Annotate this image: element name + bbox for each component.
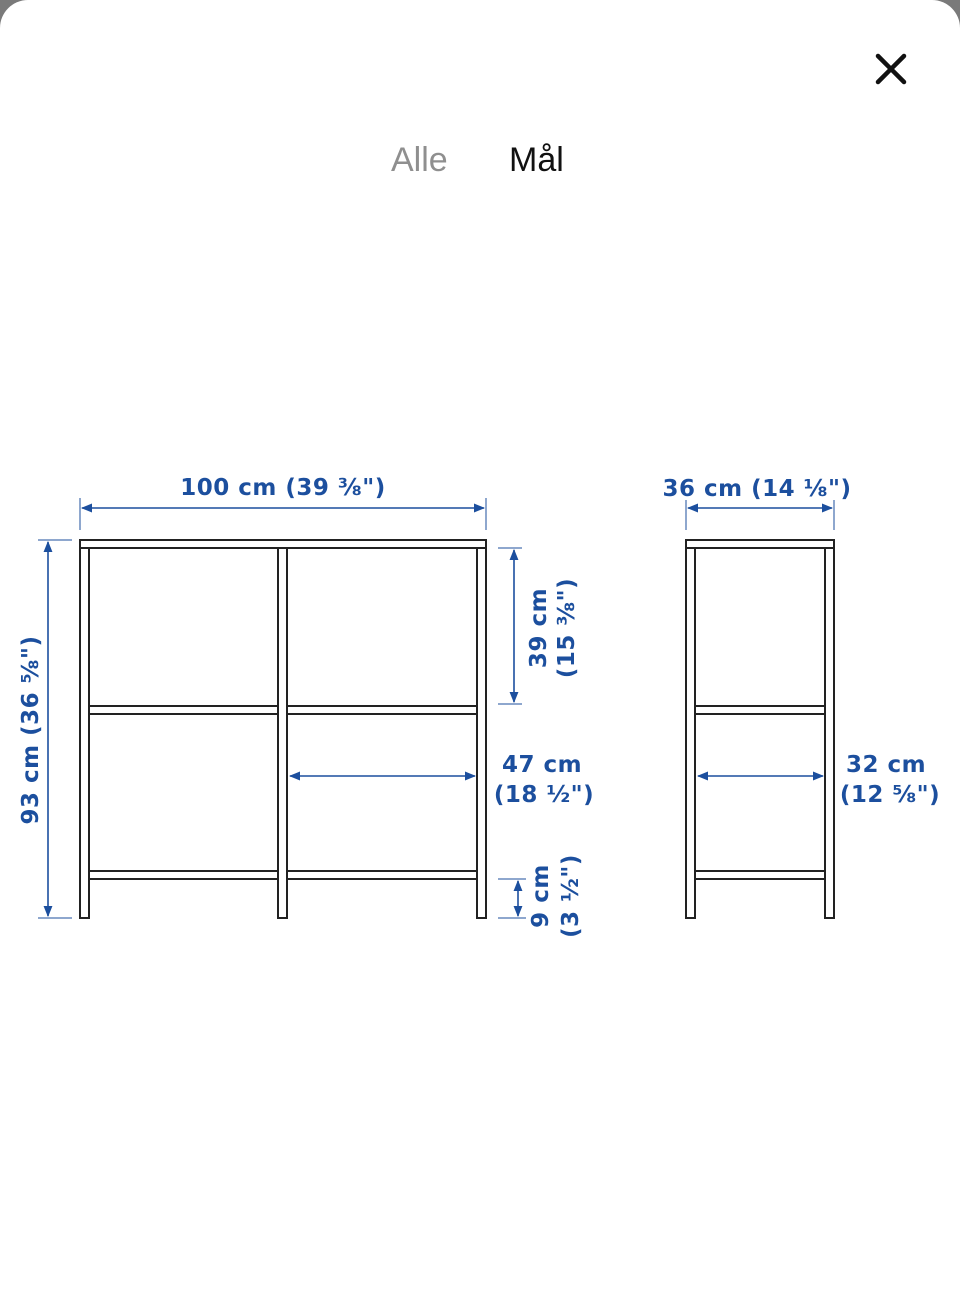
front-view-frame	[80, 540, 486, 918]
tab-dimensions[interactable]: Mål	[509, 141, 564, 179]
width-label: 100 cm (39 ⅜")	[180, 475, 386, 501]
depth-label: 36 cm (14 ⅛")	[662, 476, 852, 502]
tab-all[interactable]: Alle	[391, 141, 448, 179]
bottom-clearance-in: (3 ½")	[558, 854, 584, 938]
inner-depth-in: (12 ⅝")	[839, 782, 941, 808]
shelf-height-in: (15 ⅜")	[554, 577, 580, 679]
inner-width-cm: 47 cm	[501, 752, 583, 778]
shelf-height-cm: 39 cm	[526, 587, 552, 669]
shelf-height-label	[526, 578, 580, 678]
bottom-clearance-label	[528, 854, 584, 938]
height-label: 93 cm (36 ⅝")	[18, 635, 44, 825]
inner-width-in: (18 ½")	[493, 782, 595, 808]
bottom-clearance-cm: 9 cm	[528, 864, 554, 928]
side-view-frame	[686, 540, 834, 918]
inner-depth-cm: 32 cm	[845, 752, 927, 778]
